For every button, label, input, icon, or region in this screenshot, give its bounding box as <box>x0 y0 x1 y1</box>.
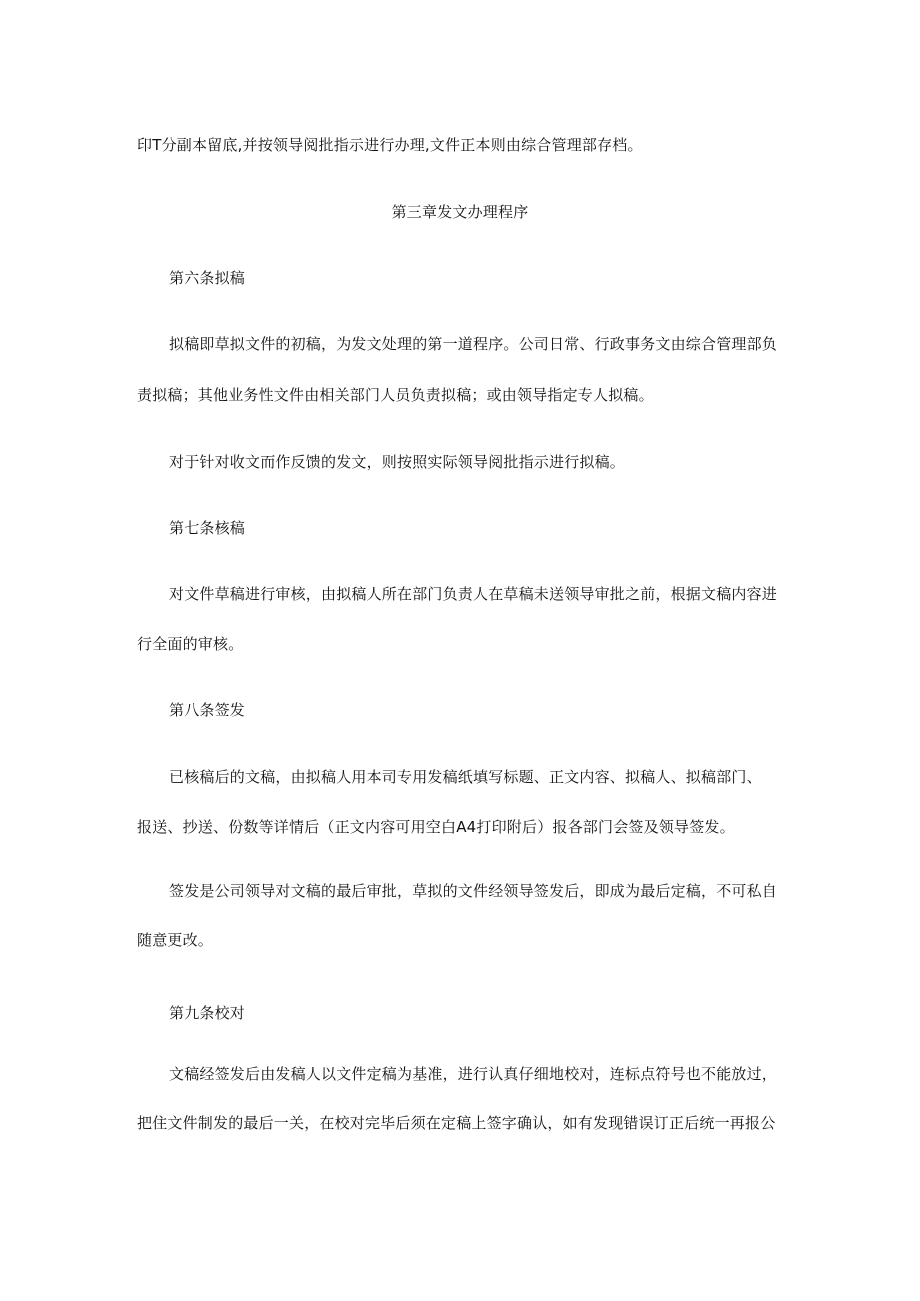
paragraph-line: 签发是公司领导对文稿的最后审批，草拟的文件经领导签发后，即成为最后定稿，不可私自 <box>169 882 778 900</box>
paragraph-line: 对文件草稿进行审核，由拟稿人所在部门负责人在草稿未送领导审批之前，根据文稿内容进 <box>169 585 778 603</box>
article-heading: 第六条拟稿 <box>169 269 246 287</box>
article-heading: 第七条核稿 <box>169 519 246 537</box>
paragraph-line: 行全面的审核。 <box>137 635 244 653</box>
paragraph-line: 对于针对收文而作反馈的发文，则按照实际领导阅批指示进行拟稿。 <box>169 453 626 471</box>
paragraph-line: 报送、抄送、份数等详情后（正文内容可用空白A4打印附后）报各部门会签及领导签发。 <box>137 818 735 836</box>
paragraph-line: 拟稿即草拟文件的初稿，为发文处理的第一道程序。公司日常、行政事务文由综合管理部负 <box>169 335 778 353</box>
article-heading: 第八条签发 <box>169 701 246 719</box>
paragraph-line: 把住文件制发的最后一关，在校对完毕后须在定稿上签字确认，如有发现错误订正后统一再报公 <box>137 1114 776 1132</box>
paragraph-line: 责拟稿；其他业务性文件由相关部门人员负责拟稿；或由领导指定专人拟稿。 <box>137 386 654 404</box>
paragraph-line: 印T分副本留底,并按领导阅批指示进行办理,文件正本则由综合管理部存档。 <box>137 136 643 154</box>
paragraph-line: 随意更改。 <box>137 931 214 949</box>
article-heading: 第九条校对 <box>169 1004 246 1022</box>
chapter-heading: 第三章发文办理程序 <box>391 203 529 221</box>
paragraph-line: 文稿经签发后由发稿人以文件定稿为基准，进行认真仔细地校对，连标点符号也不能放过， <box>169 1065 778 1083</box>
paragraph-line: 已核稿后的文稿，由拟稿人用本司专用发稿纸填写标题、正文内容、拟稿人、拟稿部门、 <box>169 768 762 786</box>
